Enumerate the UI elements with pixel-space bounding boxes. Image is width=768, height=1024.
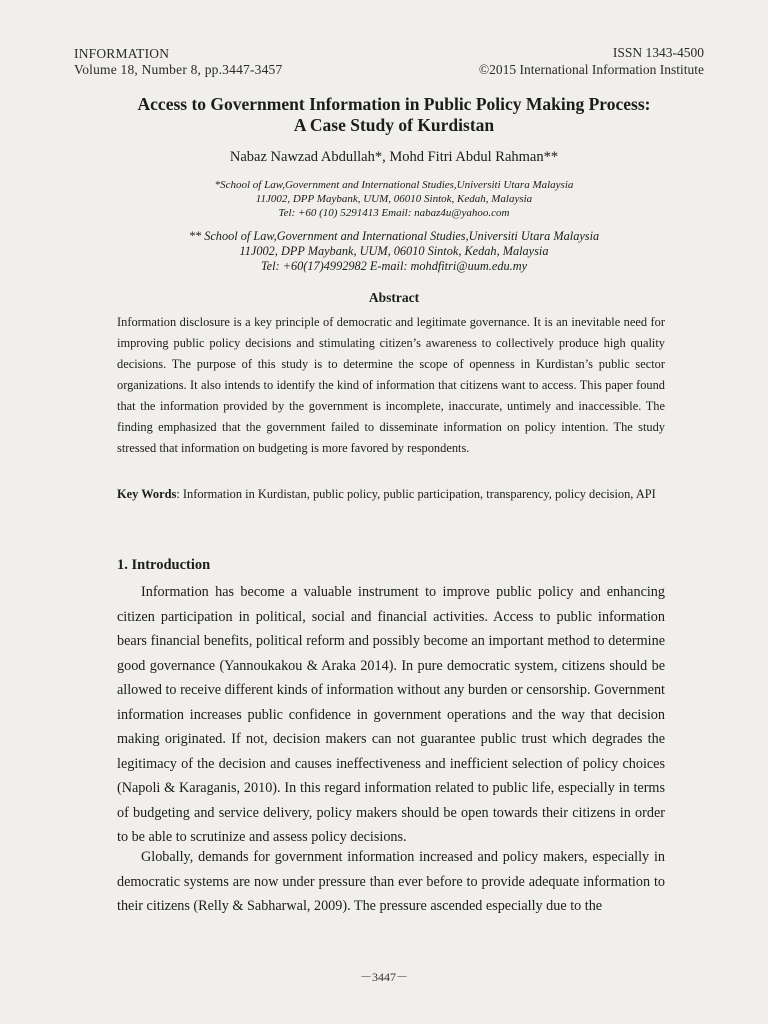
issn-header [479,44,704,78]
keywords-label: Key Words [117,487,177,501]
affiliation-1-line-1: *School of Law,Government and International Studies,Universiti Utara Malaysia [214,179,574,191]
affiliation-2-line-2: 11J002, DPP Maybank, UUM, 06010 Sintok, Kedah, Malaysia [239,244,549,258]
issn: ISSN 1343-4500 [612,45,704,60]
title-line-2: A Case Study of Kurdistan [293,115,495,135]
affiliation-1 [60,178,728,220]
copyright: ©2015 International Information Institute [478,62,704,77]
intro-paragraph-2 [117,845,665,919]
page-number: －3447－ [359,970,408,984]
affiliation-1-line-2: 11J002, DPP Maybank, UUM, 06010 Sintok, Kedah, Malaysia [255,193,533,205]
abstract-heading: Abstract [368,290,420,305]
journal-name: INFORMATION [74,46,170,61]
paragraph: Information has become a valuable instrument to improve public policy and enhancing citizen participation in political, social and financial activities. Access to public information bears financial benefits, political reform and possibly become an important method to determine good governance (Yannoukakou & Araka 2014). In pure democratic system, citizens should be allowed to receive different kinds of information without any burden or censorship. Government information increases public confidence in government operations and the way that decision making originated. If not, decision makers can not guarantee public trust which degrades the legitimacy of the decision and causes ineffectiveness and inefficient selection of policy choices (Napoli & Karaganis, 2010). In this regard information related to public life, especially in terms of budgeting and service delivery, policy makers should be open towards their citizens in order to be able to scrutinize and assess policy decisions. [117,584,665,845]
journal-header [74,46,282,78]
abstract-text: Information disclosure is a key principle of democratic and legitimate governance. It is an inevitable need for improving public policy decisions and stimulating citizen’s awareness to collectively produce high quality decisions. The purpose of this study is to determine the scope of openness in Kurdistan’s public sector organizations. It also intends to identify the kind of information that citizens want to access. This paper found that the information provided by the government is incomplete, inaccurate, untimely and inaccessible. The finding emphasized that the government failed to disseminate information on policy intention. The study stressed that information on budgeting is more favored by respondents. [117,315,665,455]
paper-title [60,94,728,136]
title-line-1: Access to Government Information in Public Policy Making Process: [137,94,651,114]
journal-volume: Volume 18, Number 8, pp.3447-3457 [74,62,283,77]
intro-paragraph-1 [117,580,665,850]
affiliation-2-line-3: Tel: +60(17)4992982 E-mail: mohdfitri@uum.edu.my [260,259,528,273]
keywords-text: : Information in Kurdistan, public policy, public participation, transparency, policy decision, API [176,487,656,501]
keywords [117,484,672,505]
affiliation-1-line-3: Tel: +60 (10) 5291413 Email: nabaz4u@yahoo.com [278,207,510,219]
authors: Nabaz Nawzad Abdullah*, Mohd Fitri Abdul Rahman** [229,149,559,165]
paragraph: Globally, demands for government information increased and policy makers, especially in democratic systems are now under pressure than ever before to provide adequate information to their citizens (Relly & Sabharwal, 2009). The pressure ascended especially due to the [117,849,665,914]
affiliation-2-line-1: ** School of Law,Government and International Studies,Universiti Utara Malaysia [188,229,600,243]
section-heading-introduction: 1. Introduction [117,557,211,573]
affiliation-2 [60,229,728,274]
